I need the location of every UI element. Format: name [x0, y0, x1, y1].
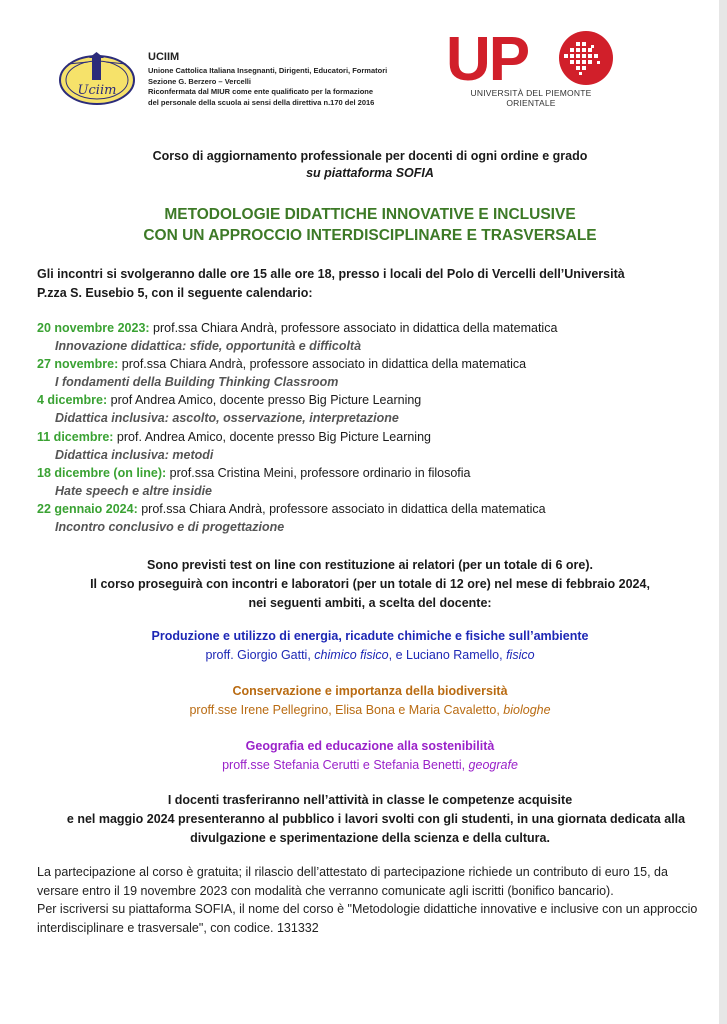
schedule-speaker: prof. Andrea Amico, docente presso Big Picture Learning [113, 429, 431, 444]
tests-line-2: Il corso proseguirà con incontri e laboratori (per un totale di 12 ore) nel mese di febbraio 2024, [90, 577, 650, 591]
schedule-speaker: prof.ssa Chiara Andrà, professore associato in didattica della matematica [149, 321, 558, 335]
upo-subtitle: UNIVERSITÀ DEL PIEMONTE ORIENTALE [470, 88, 592, 108]
schedule-date: 4 dicembre: [37, 393, 108, 408]
schedule-date: 22 gennaio 2024: [37, 501, 138, 516]
closing-line-2: e nel maggio 2024 presenteranno al pubblico i lavori svolti con gli studenti, in una giornata dedicata alla [66, 812, 686, 826]
title-line-1: METODOLOGIE DIDATTICHE INNOVATIVE E INCLUSIVE [164, 206, 576, 223]
closing-line-1: I docenti trasferiranno nell’attività in classe le competenze acquisite [167, 793, 573, 807]
info-paragraph [37, 863, 699, 937]
schedule-item [37, 428, 707, 464]
area-role: fisico [506, 648, 535, 662]
schedule-item [37, 319, 707, 355]
lead-line-1: Gli incontri si svolgeranno dalle ore 15 alle ore 18, presso i locali del Polo di Vercelli dell’Università [37, 267, 625, 281]
schedule-speaker: prof.ssa Chiara Andrà, professore associato in didattica della matematica [118, 357, 527, 372]
lead-line-2: P.zza S. Eusebio 5, con il seguente calendario: [37, 286, 313, 300]
area-people-text: proff. Giorgio Gatti, [205, 648, 315, 662]
uciim-line-4: del personale della scuola ai sensi della direttiva n.170 del 2016 [148, 97, 375, 107]
schedule-topic: Didattica inclusiva: ascolto, osservazione, interpretazione [55, 411, 399, 426]
title-line-2: CON UN APPROCCIO INTERDISCIPLINARE E TRASVERSALE [143, 227, 597, 244]
schedule-speaker: prof Andrea Amico, docente presso Big Picture Learning [107, 393, 422, 408]
info-fee: La partecipazione al corso è gratuita; il rilascio dell’attestato di partecipazione richiede un contributo di euro 15, da versare entro il 19 novembre 2023 con modalità che verranno comunicate agli iscritti (bonifico bancario). [37, 865, 668, 898]
schedule-date: 18 dicembre (on line): [37, 465, 167, 480]
course-intro [30, 148, 710, 182]
uciim-header-text [148, 50, 418, 108]
intro-line-1: Corso di aggiornamento professionale per docenti di ogni ordine e grado [152, 149, 588, 163]
area-heading: Produzione e utilizzo di energia, ricadute chimiche e fisiche sull’ambiente [151, 629, 589, 643]
area-people-text: , e Luciano Ramello, [388, 648, 507, 662]
info-registration: Per iscriversi su piattaforma SOFIA, il nome del corso è "Metodologie didattiche innovative e inclusive con un approccio interdisciplinare e trasversale", con codice. 131332 [37, 902, 698, 935]
uciim-line-2: Sezione G. Berzero – Vercelli [148, 76, 251, 86]
area-people-text: proff.sse Stefania Cerutti e Stefania Benetti, [222, 758, 469, 772]
area-people [30, 701, 710, 720]
schedule-speaker: prof.ssa Cristina Meini, professore ordinario in filosofia [166, 465, 471, 480]
schedule-date: 20 novembre 2023: [37, 321, 150, 335]
schedule-lead [37, 265, 717, 303]
schedule-list [37, 319, 707, 536]
schedule-speaker: prof.ssa Chiara Andrà, professore associato in didattica della matematica [137, 501, 546, 516]
uciim-logo [58, 50, 136, 106]
schedule-item [37, 500, 707, 536]
tests-line-1: Sono previsti test on line con restituzione ai relatori (per un totale di 6 ore). [147, 558, 593, 572]
uciim-line-3: Riconfermata dal MIUR come ente qualificato per la formazione [148, 87, 374, 96]
area-role: geografe [468, 758, 518, 772]
area-heading: Conservazione e importanza della biodiversità [232, 684, 508, 698]
schedule-item [37, 464, 707, 500]
tests-line-3: nei seguenti ambiti, a scelta del docente: [248, 596, 492, 610]
area-role: biologhe [503, 703, 551, 717]
schedule-item [37, 391, 707, 427]
schedule-date: 11 dicembre: [37, 429, 114, 444]
schedule-topic: Innovazione didattica: sfide, opportunità e difficoltà [55, 339, 362, 354]
area-role: chimico fisico [314, 648, 389, 662]
uciim-line-1: Unione Cattolica Italiana Insegnanti, Dirigenti, Educatori, Formatori [148, 66, 388, 75]
svg-text:UP: UP [446, 28, 529, 94]
area-heading: Geografia ed educazione alla sostenibilità [245, 739, 495, 753]
schedule-item [37, 355, 707, 391]
area-geography [30, 737, 710, 775]
tests-paragraph [30, 556, 710, 613]
closing-paragraph [30, 791, 710, 848]
course-title [30, 204, 710, 246]
closing-line-3: divulgazione e sperimentazione della scienza e della cultura. [190, 831, 550, 845]
area-people [30, 756, 710, 775]
area-people [30, 646, 710, 665]
schedule-topic: Incontro conclusivo e di progettazione [55, 520, 285, 535]
schedule-topic: I fondamenti della Building Thinking Classroom [55, 375, 339, 390]
schedule-topic: Didattica inclusiva: metodi [55, 447, 214, 462]
uciim-title: UCIIM [148, 51, 180, 63]
schedule-topic: Hate speech e altre insidie [55, 483, 213, 498]
schedule-date: 27 novembre: [37, 357, 119, 372]
intro-line-2: su piattaforma SOFIA [306, 166, 434, 180]
area-biodiversity [30, 682, 710, 720]
area-people-text: proff.sse Irene Pellegrino, Elisa Bona e Maria Cavaletto, [189, 703, 504, 717]
area-energy [30, 627, 710, 665]
svg-text:Uciim: Uciim [77, 83, 117, 98]
